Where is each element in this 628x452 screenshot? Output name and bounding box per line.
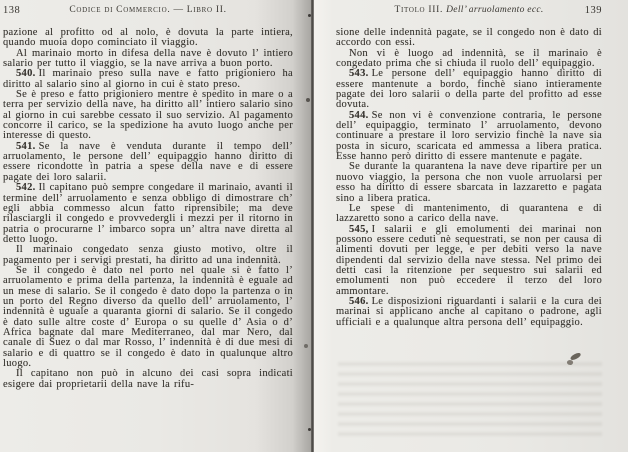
paragraph: Il marinaio congedato senza giusto motivo, oltre il pagamento per i servigi prestati, ha diritto ad una indennità. [3,244,293,266]
page-right-body [336,28,602,328]
paragraph: Non vi è luogo ad indennità, se il marinaio è congedato prima che si chiuda il ruolo dell’ equipaggio. [336,47,602,70]
article-number: 540. [16,68,36,80]
page-number-right: 139 [584,5,602,16]
paragraph-article-545: 545, I salarii e gli emolumenti dei marinai non possono essere ceduti nè sequestrati, se non per causa di alimenti dovuti per legge, e per debiti verso la nave dipendenti dal servizio della nave stessa. Nel primo dei detti casi la ritenzione per sequestro sui salarii ed emolumenti non può eccedere il terzo del loro ammontare. [336,223,602,297]
paragraph: Al marinaio morto in difesa della nave è dovuto l’ intiero salario per tutto il viaggio, se la nave arriva a buon porto. [3,47,293,70]
paragraph: Se durante la quarantena la nave deve ripartire per un nuovo viaggio, la persona che non vuole arruolarsi per esso ha diritto di essere sbarcata in lazzaretto e pagata sino a libera pratica. [336,161,602,204]
paragraph: Le spese di mantenimento, di quarantena e di lazzaretto sono a carico della nave. [336,202,602,225]
paragraph-article-542: 542. Il capitano può sempre congedare il marinaio, avanti il termine dell’ arruolamento e senza obbligo di dimostrare ch’ egli abbia commesso alcun fatto riprensibile; ma deve rilasciargli il congedo e provvedergli i mezzi per il ritorno in patria o procurarne l’ imbarco sopra un’ altra nave diretta al detto luogo. [3,182,293,245]
paragraph-article-541: 541. Se la nave è venduta durante il tempo dell’ arruolamento, le persone dell’ equipaggio hanno diritto di essere ricondotte in patria a spese della nave e di essere pagate dei loro salarii. [3,140,293,183]
paragraph: Se il congedo è dato nel porto nel quale si è fatto l’ arruolamento e prima della partenza, la indennità è eguale ad un mese di salario. Se il congedo è dato dopo la partenza o in un porto del Regno diverso da quello dell’ arruolamento, l’ indennità è uguale a quaranta giorni di salario. Se il congedo è dato sulle altre coste d’ Europa o su quelle d’ Asia o d’ Africa bagnate dal mare Mediterraneo, dal mar Nero, dal canale di Suez o dal mar Rosso, l’ indennità è di due mesi di salario e di quattro se il congedo è dato in qualunque altro luogo. [3,264,293,369]
article-number: 542. [16,182,36,194]
paragraph: Il capitano non può in alcuno dei casi sopra indicati esigere dai proprietarii della nave la rifu- [3,368,293,390]
paragraph: Se è preso e fatto prigioniero mentre è spedito in mare o a terra per servizio della nave, ha diritto all’ intiero salario sino al giorno in cui sarebbe cessato il suo servizio. Al pagamento concorre il carico, se la spedizione ha avuto luogo anche per interesse di questo. [3,89,293,142]
ink-blot-part [566,359,573,366]
page-right-header [336,5,602,20]
article-number: 545, [349,223,369,235]
ink-speck [308,14,311,17]
paragraph-article-540: 540. Il marinaio preso sulla nave e fatto prigioniero ha diritto al salario sino al giorno in cui è stato preso. [3,68,293,90]
article-number: 546. [349,295,369,307]
running-title-section: Titolo III. [394,5,444,15]
paragraph-article-544: 544. Se non vi è convenzione contraria, le persone dell’ equipaggio, terminato l’ arruolamento, devono continuare a prestare il loro servizio finchè la nave sia posta in sicuro, scaricata ed ammessa a libera pratica. Esse hanno però diritto di essere mantenute e pagate. [336,109,602,163]
paragraph: sione delle indennità pagate, se il congedo non è dato di accordo con essi. [336,27,602,49]
paragraph-article-546: 546. Le disposizioni riguardanti i salarii e la cura dei marinai si applicano anche al capitano o padrone, agli ufficiali e a qualunque altra persona dell’ equipaggio. [336,295,602,328]
page-bleedthrough-texture [338,362,602,440]
article-number: 543. [349,68,369,80]
page-right [314,0,628,452]
article-number: 541. [16,140,36,152]
page-left-body [3,28,293,390]
running-title-right [336,5,602,15]
page-number-left: 138 [3,5,21,16]
ink-speck [308,428,311,431]
article-number: 544. [349,109,369,121]
page-left [0,0,311,452]
paragraph-article-543: 543. Le persone dell’ equipaggio hanno diritto di essere mantenute a bordo, finchè siano intieramente pagate dei loro salarii o della parte del profitto ad esse dovuta. [336,68,602,111]
paragraph: pazione al profitto od al nolo, è dovuta la parte intiera, quando muoia dopo cominciato il viaggio. [3,27,293,49]
running-title-left: Codice di Commercio. — Libro II. [69,5,227,15]
page-left-header [3,5,293,20]
running-title-chapter: Dell’ arruolamento ecc. [446,5,544,15]
ink-speck [304,344,308,348]
ink-speck [306,98,310,102]
ink-blot [566,352,588,374]
